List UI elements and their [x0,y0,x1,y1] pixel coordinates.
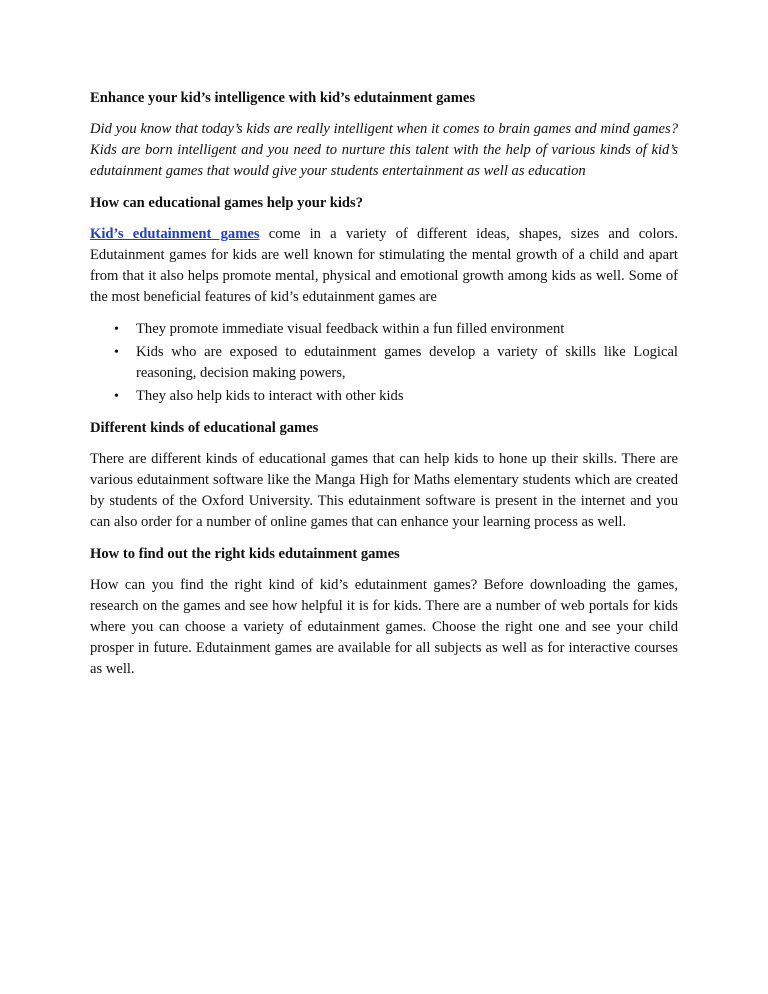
edutainment-games-link[interactable]: Kid’s edutainment games [90,226,260,242]
section2-paragraph: There are different kinds of educational games that can help kids to hone up their skills. There are various edutainment software like the Manga High for Maths elementary students which are created by students of the Oxford University. This edutainment software is present in the internet and you can also order for a number of online games that can enhance your learning process as well. [90,451,678,530]
section3-heading: How to find out the right kids edutainment games [90,546,400,562]
bullet-icon: • [114,322,119,337]
document-page [90,88,678,691]
list-item-text: They also help kids to interact with other kids [136,388,404,404]
intro-paragraph: Did you know that today’s kids are really intelligent when it comes to brain games and mind games? Kids are born intelligent and you need to nurture this talent with the help of various kinds of kid’s edutainment games that would give your students entertainment as well as education [90,121,678,179]
bullet-icon: • [114,389,119,404]
list-item-text: They promote immediate visual feedback within a fun filled environment [136,321,565,337]
bullet-icon: • [114,345,119,360]
list-item [90,342,678,384]
section3-paragraph: How can you find the right kind of kid’s edutainment games? Before downloading the games, research on the games and see how helpful it is for kids. There are a number of web portals for kids where you can choose a variety of edutainment games. Choose the right one and see your child prosper in future. Edutainment games are available for all subjects as well as for interactive courses as well. [90,577,678,677]
section1-paragraph [90,224,678,308]
section1-heading: How can educational games help your kids? [90,195,363,211]
list-item-text: Kids who are exposed to edutainment games develop a variety of skills like Logical reasoning, decision making powers, [136,344,678,381]
document-title: Enhance your kid’s intelligence with kid’s edutainment games [90,90,476,106]
section1-body-text: come in a variety of different ideas, shapes, sizes and colors. Edutainment games for kids are well known for stimulating the mental growth of a child and apart from that it also helps promote mental, physical and emotional growth among kids as well. Some of the most beneficial features of kid’s edutainment games are [90,226,679,305]
section2-heading: Different kinds of educational games [90,420,319,436]
list-item [90,319,678,340]
features-list [90,319,678,407]
list-item [90,386,678,407]
